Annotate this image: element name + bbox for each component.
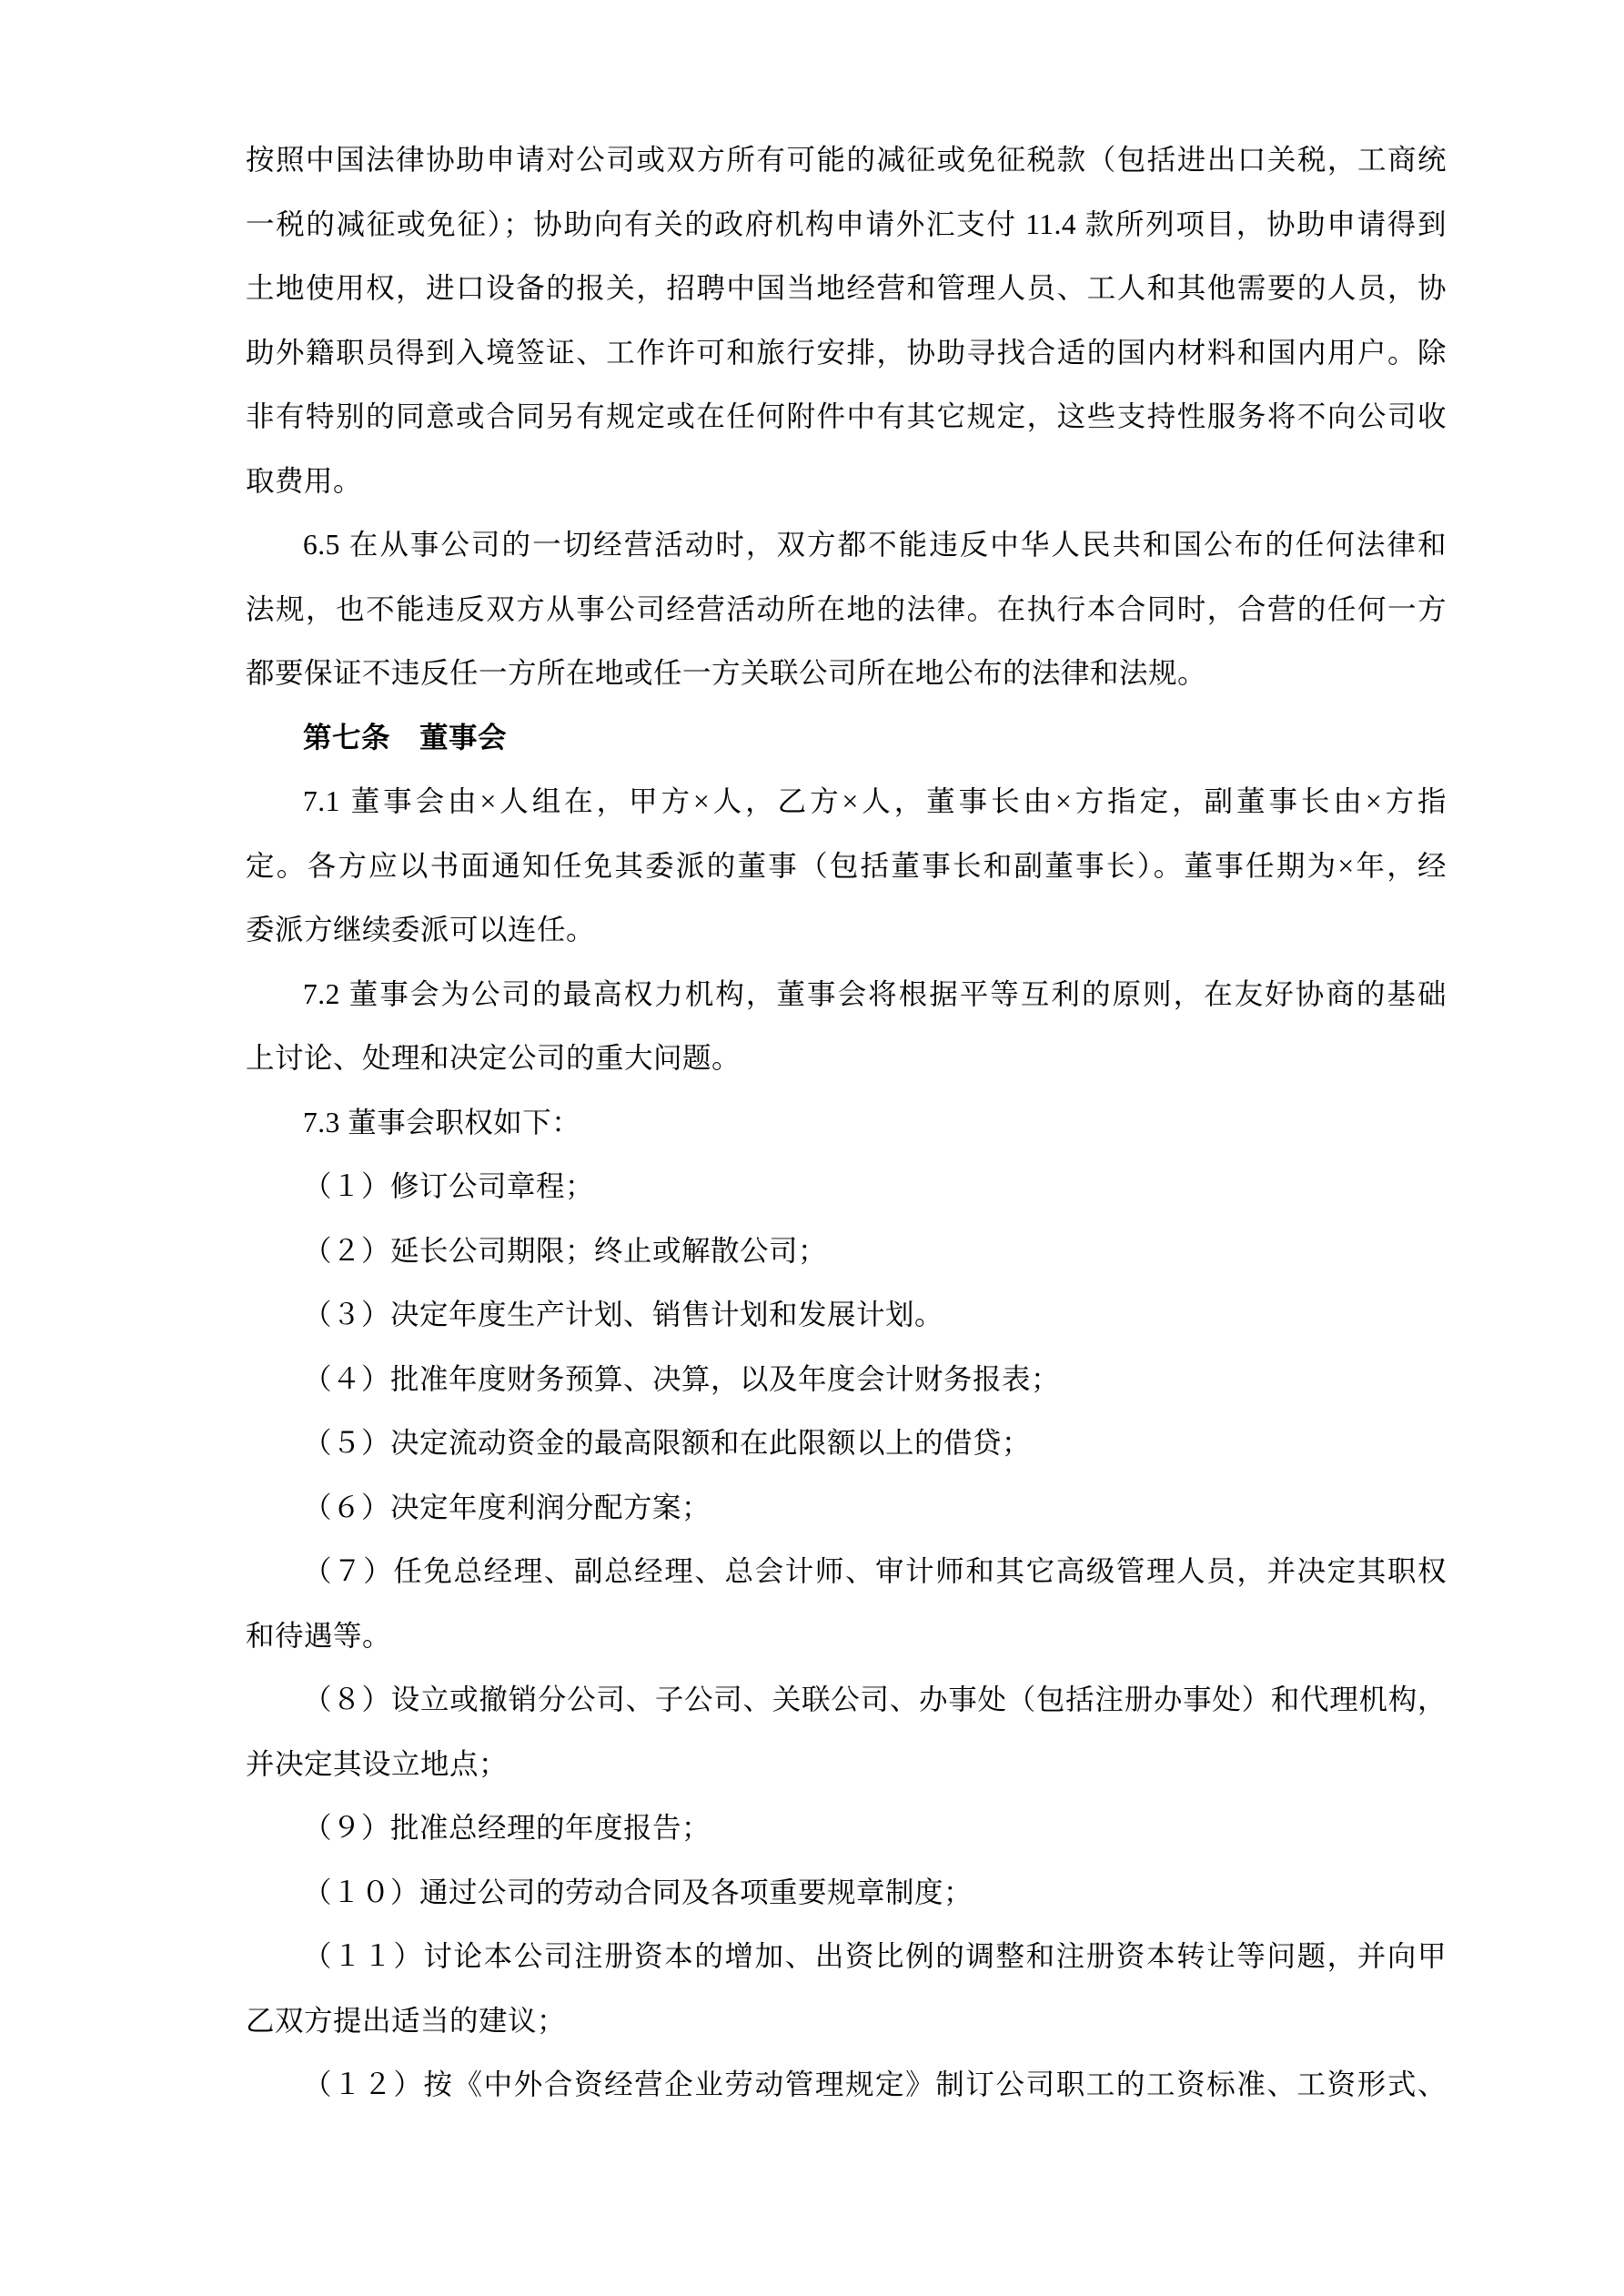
text-line: 乙双方提出适当的建议； <box>246 2004 567 2037</box>
text-line: 定。各方应以书面通知任免其委派的董事（包括董事长和副董事长）。董事任期为×年，经 <box>246 849 1447 882</box>
section-heading: 第七条 董事会 <box>303 721 508 754</box>
list-item-3: （３）决定年度生产计划、销售计划和发展计划。 <box>303 1299 944 1330</box>
clause-7-3-line: 7.3 董事会职权如下： <box>303 1106 581 1138</box>
text-line: 和待遇等。 <box>246 1619 392 1652</box>
text-line: 上讨论、处理和决定公司的重大问题。 <box>246 1042 741 1074</box>
text-line: 土地使用权，进口设备的报关，招聘中国当地经营和管理人员、工人和其他需要的人员，协 <box>246 272 1447 304</box>
list-item-9: （９）批准总经理的年度报告； <box>303 1812 711 1844</box>
clause-7-2-line: 7.2 董事会为公司的最高权力机构，董事会将根据平等互利的原则，在友好协商的基础 <box>303 977 1447 1010</box>
clause-7-1-line: 7.1 董事会由×人组在，甲方×人，乙方×人，董事长由×方指定，副董事长由×方指 <box>303 785 1447 817</box>
list-item-7: （７）任免总经理、副总经理、总会计师、审计师和其它高级管理人员，并决定其职权 <box>303 1555 1447 1587</box>
list-item-10: （１０）通过公司的劳动合同及各项重要规章制度； <box>303 1876 973 1908</box>
text-line: 委派方继续委派可以连任。 <box>246 914 596 946</box>
text-line: 取费用。 <box>246 464 363 497</box>
text-line: 非有特别的同意或合同另有规定或在任何附件中有其它规定，这些支持性服务将不向公司收 <box>246 400 1447 432</box>
list-item-11: （１１）讨论本公司注册资本的增加、出资比例的调整和注册资本转让等问题，并向甲 <box>303 1940 1447 1972</box>
text-line: 助外籍职员得到入境签证、工作许可和旅行安排，协助寻找合适的国内材料和国内用户。除 <box>246 336 1447 369</box>
text-line: 并决定其设立地点； <box>246 1747 509 1780</box>
text-line: 法规，也不能违反双方从事公司经营活动所在地的法律。在执行本合同时，合营的任何一方 <box>246 592 1447 625</box>
list-item-12: （１２）按《中外合资经营企业劳动管理规定》制订公司职工的工资标准、工资形式、 <box>303 2068 1447 2100</box>
list-item-5: （５）决定流动资金的最高限额和在此限额以上的借贷； <box>303 1427 1032 1459</box>
text-line: 一税的减征或免征）；协助向有关的政府机构申请外汇支付 11.4 款所列项目，协助申请得到 <box>246 207 1447 240</box>
list-item-1: （１）修订公司章程； <box>303 1170 595 1202</box>
list-item-4: （４）批准年度财务预算、决算，以及年度会计财务报表； <box>303 1362 1061 1395</box>
list-item-2: （２）延长公司期限；终止或解散公司； <box>303 1234 828 1267</box>
contract-text-block <box>246 128 1447 2118</box>
clause-6-5-line: 6.5 在从事公司的一切经营活动时，双方都不能违反中华人民共和国公布的任何法律和 <box>303 529 1447 561</box>
text-line: 按照中国法律协助申请对公司或双方所有可能的减征或免征税款（包括进出口关税，工商统 <box>246 144 1447 176</box>
list-item-8: （８）设立或撤销分公司、子公司、关联公司、办事处（包括注册办事处）和代理机构， <box>303 1684 1447 1715</box>
text-line: 都要保证不违反任一方所在地或任一方关联公司所在地公布的法律和法规。 <box>246 657 1207 689</box>
list-item-6: （６）决定年度利润分配方案； <box>303 1491 711 1523</box>
